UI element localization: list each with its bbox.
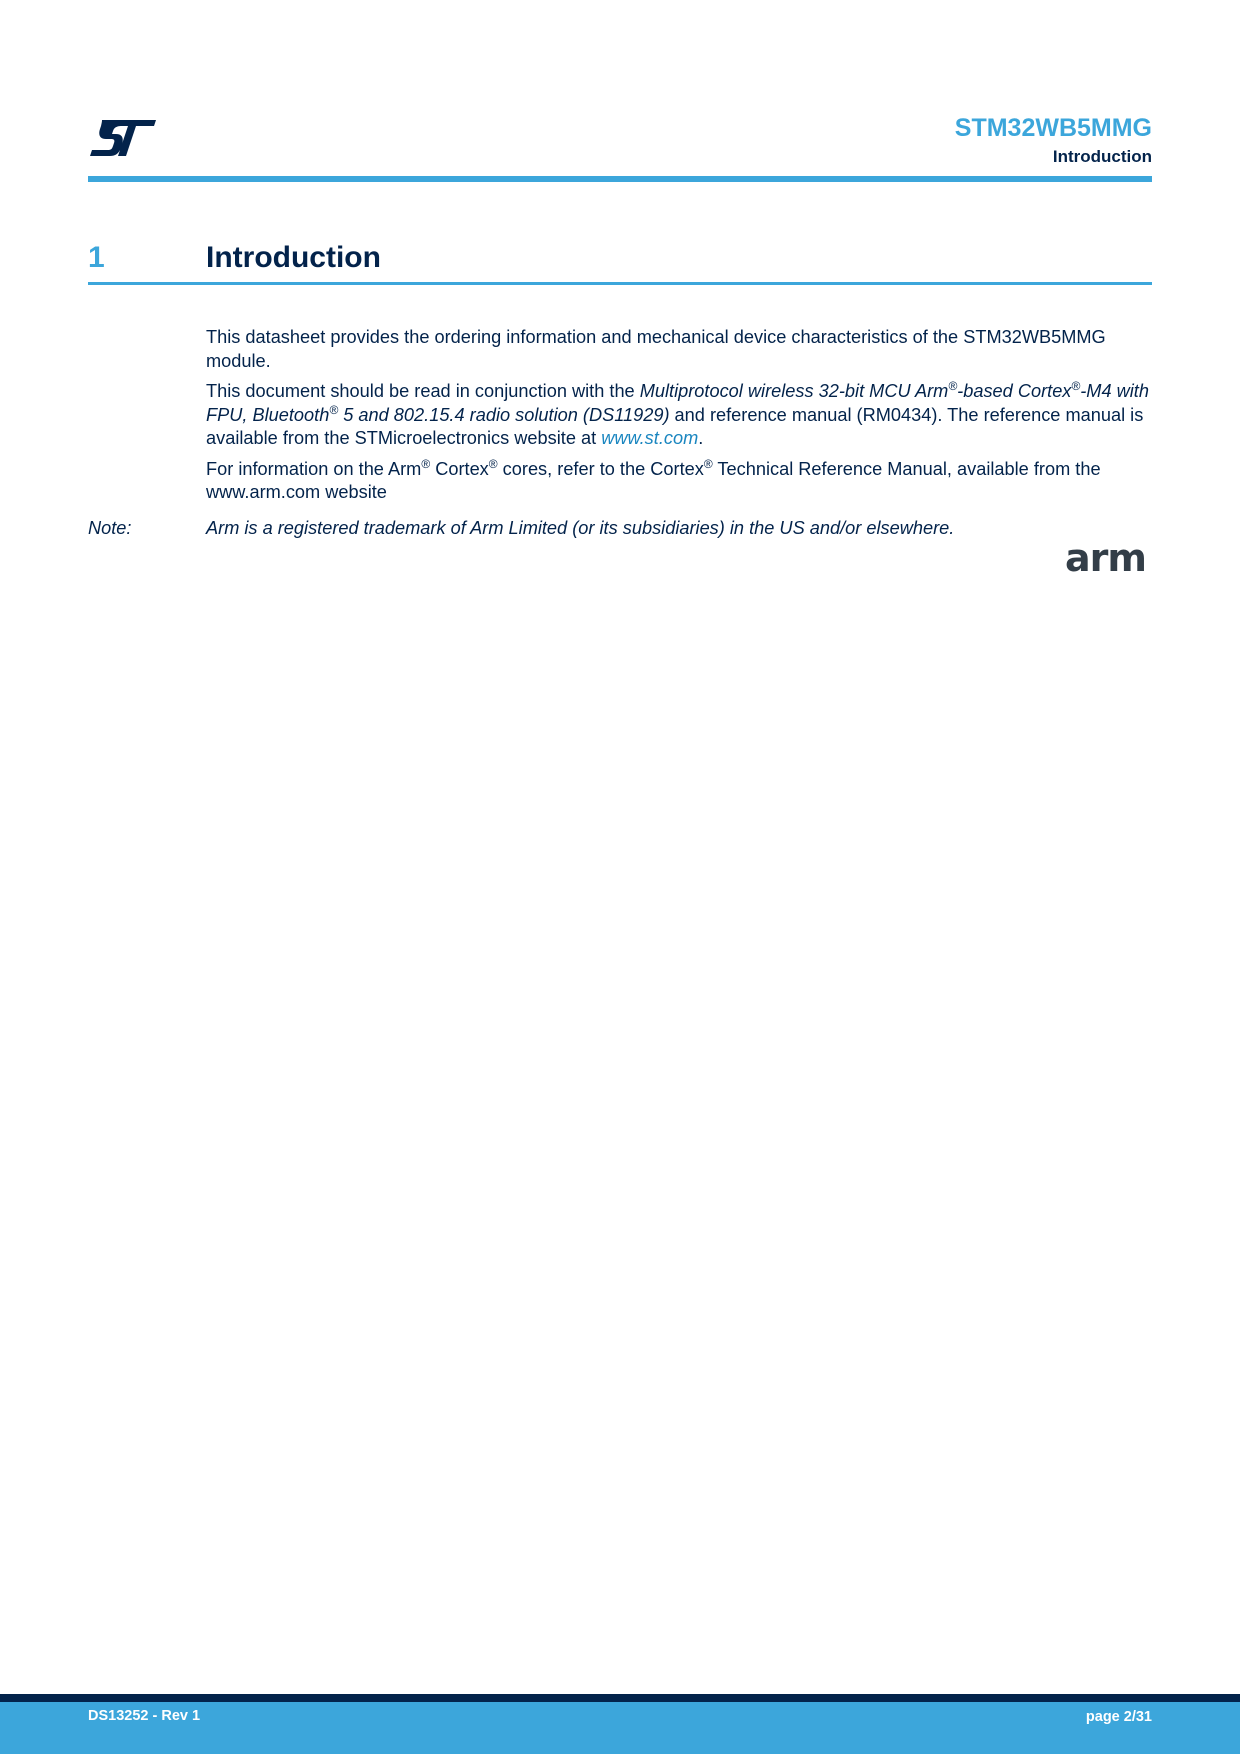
note-text: Arm is a registered trademark of Arm Limited (or its subsidiaries) in the US and/or elsewhere. [206, 518, 955, 538]
text-span: For information on the Arm [206, 458, 422, 479]
registered-mark: ® [488, 456, 498, 471]
text-span: -M4 with FPU, Bluetooth [206, 381, 1149, 425]
text-span: 5 and 802.15.4 radio solution (DS11929) [338, 404, 670, 425]
text-span: and reference manual (RM0434). The reference manual is available from the STMicroelectronics website at [206, 404, 1144, 448]
text-span: cores, refer to the Cortex [497, 458, 704, 479]
text-span: Cortex [430, 458, 489, 479]
registered-mark: ® [1071, 378, 1081, 393]
section-title: Introduction [206, 241, 381, 274]
text-span: Technical Reference Manual, available from the www.arm.com website [206, 458, 1101, 502]
paragraph-2 [206, 380, 1154, 451]
st-logo-icon [88, 118, 158, 158]
section-body [206, 326, 1154, 512]
footer-divider [0, 1694, 1240, 1702]
section-divider [88, 282, 1152, 285]
header-title: STM32WB5MMG [954, 114, 1152, 142]
text-span: -based Cortex [957, 381, 1072, 401]
text-span: Multiprotocol wireless 32-bit MCU Arm [639, 381, 949, 401]
st-website-link[interactable]: www.st.com [601, 428, 699, 448]
section-number: 1 [88, 241, 105, 274]
footer-doc-id: DS13252 - Rev 1 [88, 1708, 201, 1724]
registered-mark: ® [329, 402, 339, 417]
registered-mark: ® [421, 456, 431, 471]
page-footer [0, 1702, 1240, 1754]
footer-page-number: page 2/31 [1085, 1709, 1152, 1725]
text-span: . [698, 428, 704, 448]
text-span: This document should be read in conjunction with the [206, 381, 640, 401]
header-divider [88, 176, 1152, 182]
paragraph-3 [206, 458, 1154, 505]
page-header [955, 112, 1152, 168]
registered-mark: ® [948, 378, 958, 393]
paragraph-1: This datasheet provides the ordering information and mechanical device characteristics of the STM32WB5MMG module. [206, 327, 1106, 371]
arm-logo: arm [1065, 536, 1146, 580]
note-label: Note: [88, 518, 132, 538]
header-subtitle: Introduction [1052, 147, 1152, 166]
registered-mark: ® [703, 456, 713, 471]
